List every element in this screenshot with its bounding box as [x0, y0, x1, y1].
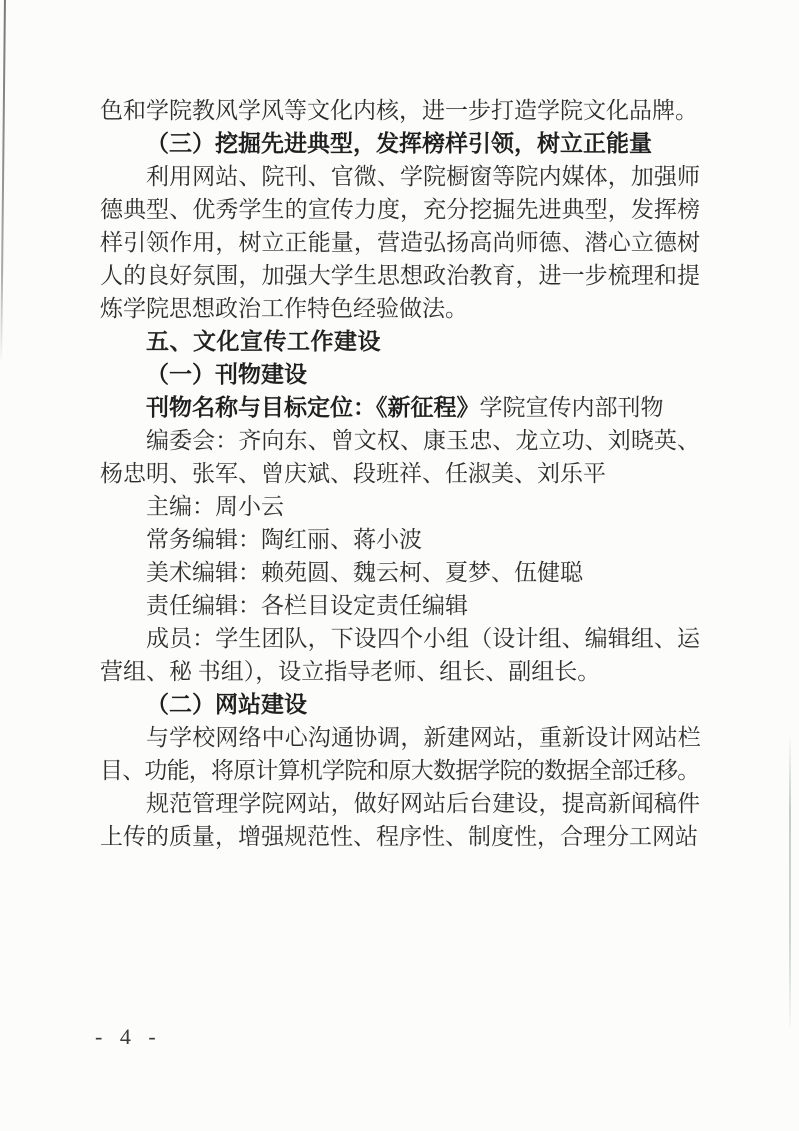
publication-name-bold: 刊物名称与目标定位：《新征程》 [146, 395, 480, 420]
scan-artifact-right-line [789, 737, 791, 1027]
website-paragraph-2: 规范管理学院网站，做好网站后台建设，提高新闻稿件上传的质量，增强规范性、程序性、制度性，合理分工网站 [100, 791, 700, 849]
section-five-heading: 五、文化宣传工作建设 [146, 328, 381, 354]
chief-editor-line: 主编：周小云 [146, 494, 284, 519]
responsible-editor-line: 责任编辑：各栏目设定责任编辑 [146, 593, 468, 618]
document-body [100, 94, 700, 853]
continuation-text: 色和学院教风学风等文化内核，进一步打造学院文化品牌。 [100, 98, 698, 123]
publication-name-line [100, 391, 700, 424]
section-three-paragraph: 利用网站、院刊、官微、学院橱窗等院内媒体，加强师德典型、优秀学生的宣传力度，充分挖掘先进典型，发挥榜样引领作用，树立正能量，营造弘扬高尚师德、潜心立德树人的良好氛围，加强大学生思想政治教育，进一步梳理和提炼学院思想政治工作特色经验做法。 [100, 164, 700, 321]
editorial-board-line: 编委会：齐向东、曾文权、康玉忠、龙立功、刘晓英、杨忠明、张军、曾庆斌、段班祥、任淑美、刘乐平 [100, 428, 700, 486]
managing-editor-line: 常务编辑：陶红丽、蒋小波 [146, 527, 422, 552]
art-editor-line: 美术编辑：赖苑圆、魏云柯、夏梦、伍健聪 [146, 560, 583, 585]
website-paragraph-1: 与学校网络中心沟通协调，新建网站，重新设计网站栏目、功能，将原计算机学院和原大数据学院的数据全部迁移。 [100, 725, 700, 783]
members-line: 成员：学生团队，下设四个小组（设计组、编辑组、运营组、秘 书组），设立指导老师、组长、副组长。 [100, 626, 700, 684]
page-number: - 4 - [95, 1024, 162, 1049]
publication-heading: （一）刊物建设 [146, 362, 307, 387]
section-three-heading: （三）挖掘先进典型，发挥榜样引领，树立正能量 [146, 131, 652, 156]
website-heading: （二）网站建设 [146, 692, 307, 717]
scan-artifact-left-line [0, 0, 6, 364]
publication-name-rest: 学院宣传内部刊物 [479, 395, 664, 420]
